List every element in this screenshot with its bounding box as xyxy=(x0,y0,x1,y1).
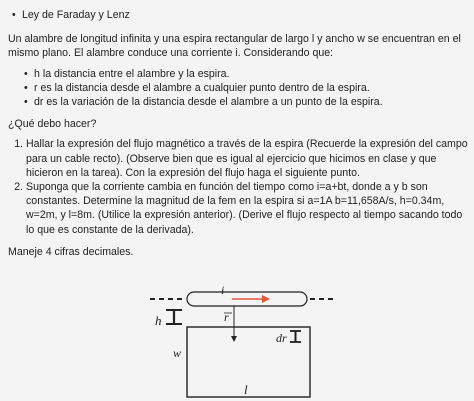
section-heading: • Ley de Faraday y Lenz xyxy=(8,8,468,22)
dr-label: dr xyxy=(276,331,287,345)
task-list xyxy=(8,137,468,236)
h-label: h xyxy=(155,313,162,328)
r-label: r xyxy=(224,310,229,324)
definition-item: • dr es la variación de la distancia desde el alambre a un punto de la espira. xyxy=(24,95,468,109)
question-text: ¿Qué debo hacer? xyxy=(8,118,97,131)
wire-loop-diagram xyxy=(0,282,474,401)
intro-paragraph: Un alambre de longitud infinita y una espira rectangular de largo l y ancho w se encuentran en el mismo plano. El alambre conduce una corriente i. Considerando que: xyxy=(8,33,461,60)
current-label: i xyxy=(221,283,225,297)
l-label: l xyxy=(244,382,248,397)
w-label: w xyxy=(173,346,182,360)
rectangular-loop xyxy=(187,327,310,397)
decimals-note: Maneje 4 cifras decimales. xyxy=(8,245,134,258)
task-item: 1. Hallar la expresión del flujo magnético a través de la espira (Recuerde la expresión del campo para un cable recto). (Observe bien que es igual al ejercicio que hicimos en clase y que hicieron en la tarea). Con la expresión del flujo haga el siguiente punto. xyxy=(26,137,468,180)
definition-item: • h la distancia entre el alambre y la espira. xyxy=(24,67,468,81)
problem-content xyxy=(8,8,468,265)
r-arrowhead xyxy=(231,336,237,342)
task-item: 2. Suponga que la corriente cambia en función del tiempo como i=a+bt, donde a y b son constantes. Determine la magnitud de la fem en la espira si a=1A b=11,658A/s, h=0.34m, w=2m, y l=8m. (Utilice la expresión anterior). (Derive el flujo respecto al tiempo sacando todo lo que es constante de la derivada). xyxy=(26,180,468,237)
definition-item: • r es la distancia desde el alambre a cualquier punto dentro de la espira. xyxy=(24,81,468,95)
definitions-list xyxy=(8,67,468,110)
